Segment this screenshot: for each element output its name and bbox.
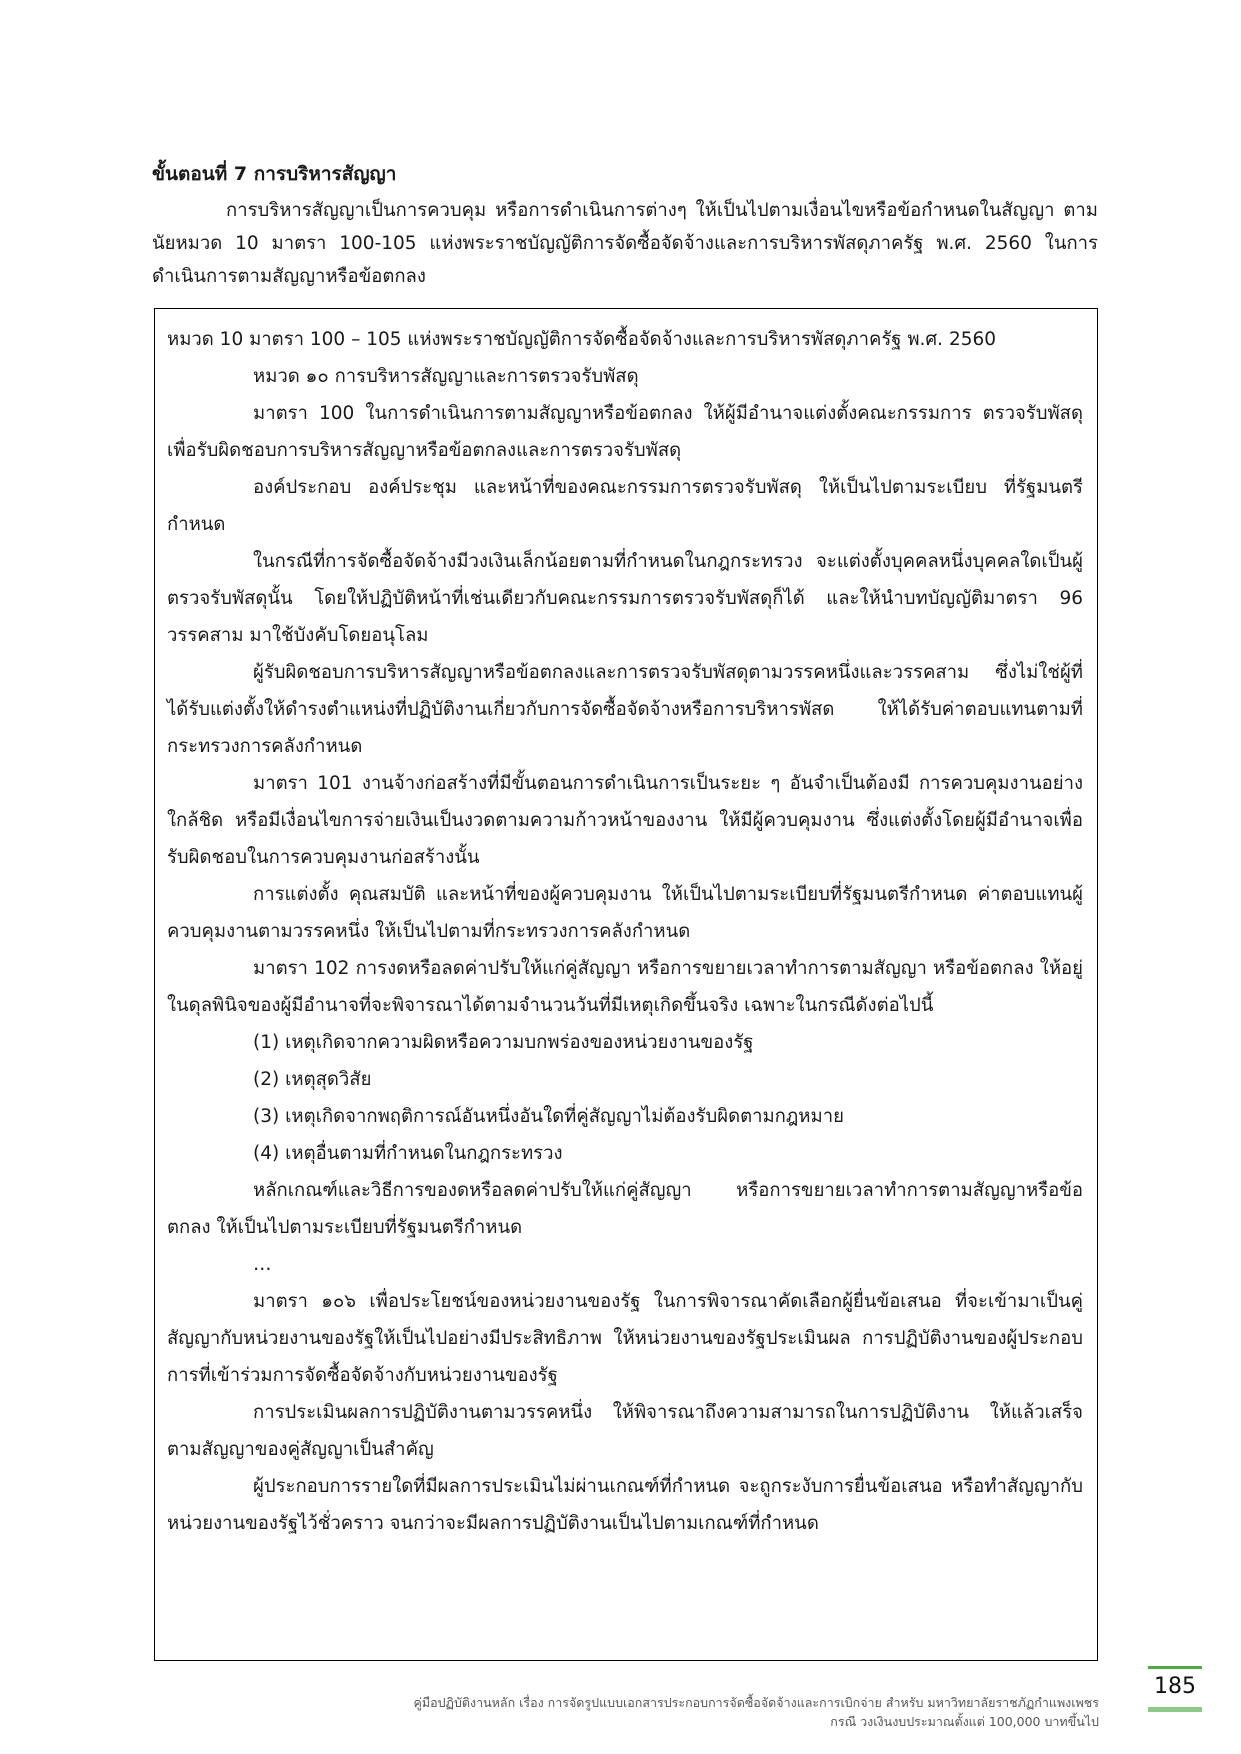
footer-line-1: คู่มือปฏิบัติงานหลัก เรื่อง การจัดรูปแบบเอกสารประกอบการจัดซื้อจัดจ้างและการเบิกจ่าย สำหรับ มหาวิทยาลัยราชภัฏกำแพงเพชร (413, 1695, 1099, 1710)
page-number-bottom-rule (1148, 1707, 1202, 1712)
law-paragraph: (2) เหตุสุดวิสัย (253, 1069, 372, 1090)
law-paragraph: หลักเกณฑ์และวิธีการของดหรือลดค่าปรับให้แก่คู่สัญญา หรือการขยายเวลาทำการตามสัญญาหรือข้อตกลง ให้เป็นไปตามระเบียบที่รัฐมนตรีกำหนด (167, 1180, 1083, 1238)
law-paragraph: … (253, 1254, 272, 1275)
law-paragraph: ผู้ประกอบการรายใดที่มีผลการประเมินไม่ผ่านเกณฑ์ที่กำหนด จะถูกระงับการยื่นข้อเสนอ หรือทำสัญญากับหน่วยงานของรัฐไว้ชั่วคราว จนกว่าจะมีผลการปฏิบัติงานเป็นไปตามเกณฑ์ที่กำหนด (167, 1476, 1083, 1534)
section-heading: ขั้นตอนที่ 7 การบริหารสัญญา (152, 163, 397, 185)
law-paragraph: มาตรา ๑๐๖ เพื่อประโยชน์ของหน่วยงานของรัฐ ในการพิจารณาคัดเลือกผู้ยื่นข้อเสนอ ที่จะเข้ามาเป็นคู่สัญญากับหน่วยงานของรัฐให้เป็นไปอย่างมีประสิทธิภาพ ให้หน่วยงานของรัฐประเมินผล การปฏิบัติงานของผู้ประกอบการที่เข้าร่วมการจัดซื้อจัดจ้างกับหน่วยงานของรัฐ (167, 1291, 1083, 1386)
law-paragraph: องค์ประกอบ องค์ประชุม และหน้าที่ของคณะกรรมการตรวจรับพัสดุ ให้เป็นไปตามระเบียบ ที่รัฐมนตรีกำหนด (167, 477, 1083, 535)
footer-caption (414, 1693, 1099, 1731)
law-paragraph: (4) เหตุอื่นตามที่กำหนดในกฎกระทรวง (253, 1143, 563, 1164)
law-paragraph: มาตรา 100 ในการดำเนินการตามสัญญาหรือข้อตกลง ให้ผู้มีอำนาจแต่งตั้งคณะกรรมการ ตรวจรับพัสดุเพื่อรับผิดชอบการบริหารสัญญาหรือข้อตกลงและการตรวจรับพัสดุ (167, 403, 1083, 461)
page-number-block (1148, 1666, 1202, 1712)
law-paragraph: หมวด ๑๐ การบริหารสัญญาและการตรวจรับพัสดุ (253, 366, 639, 387)
law-paragraph: มาตรา 102 การงดหรือลดค่าปรับให้แก่คู่สัญญา หรือการขยายเวลาทำการตามสัญญา หรือข้อตกลง ให้อยู่ในดุลพินิจของผู้มีอำนาจที่จะพิจารณาได้ตามจำนวนวันที่มีเหตุเกิดขึ้นจริง เฉพาะในกรณีดังต่อไปนี้ (167, 958, 1083, 1016)
law-paragraph: ในกรณีที่การจัดซื้อจัดจ้างมีวงเงินเล็กน้อยตามที่กำหนดในกฎกระทรวง จะแต่งตั้งบุคคลหนึ่งบุคคลใดเป็นผู้ตรวจรับพัสดุนั้น โดยให้ปฏิบัติหน้าที่เช่นเดียวกับคณะกรรมการตรวจรับพัสดุก็ได้ และให้นำบทบัญญัติมาตรา 96 วรรคสาม มาใช้บังคับโดยอนุโลม (167, 551, 1083, 646)
intro-paragraph: การบริหารสัญญาเป็นการควบคุม หรือการดำเนินการต่างๆ ให้เป็นไปตามเงื่อนไขหรือข้อกำหนดในสัญญา ตามนัยหมวด 10 มาตรา 100-105 แห่งพระราชบัญญัติการจัดซื้อจัดจ้างและการบริหารพัสดุภาครัฐ พ.ศ. 2560 ในการดำเนินการตามสัญญาหรือข้อตกลง (152, 200, 1098, 287)
law-paragraph: หมวด 10 มาตรา 100 – 105 แห่งพระราชบัญญัติการจัดซื้อจัดจ้างและการบริหารพัสดุภาครัฐ พ.ศ. 2560 (167, 329, 997, 350)
footer-line-2: กรณี วงเงินงบประมาณตั้งแต่ 100,000 บาทขึ้นไป (830, 1714, 1099, 1729)
law-paragraph: ผู้รับผิดชอบการบริหารสัญญาหรือข้อตกลงและการตรวจรับพัสดุตามวรรคหนึ่งและวรรคสาม ซึ่งไม่ใช่ผู้ที่ได้รับแต่งตั้งให้ดำรงตำแหน่งที่ปฏิบัติงานเกี่ยวกับการจัดซื้อจัดจ้างหรือการบริหารพัสด ให้ได้รับค่าตอบแทนตามที่กระทรวงการคลังกำหนด (167, 662, 1083, 757)
law-paragraph: (3) เหตุเกิดจากพฤติการณ์อันหนึ่งอันใดที่คู่สัญญาไม่ต้องรับผิดตามกฎหมาย (253, 1106, 844, 1127)
law-paragraph: การแต่งตั้ง คุณสมบัติ และหน้าที่ของผู้ควบคุมงาน ให้เป็นไปตามระเบียบที่รัฐมนตรีกำหนด ค่าตอบแทนผู้ควบคุมงานตามวรรคหนึ่ง ให้เป็นไปตามที่กระทรวงการคลังกำหนด (167, 884, 1083, 942)
law-paragraph: การประเมินผลการปฏิบัติงานตามวรรคหนึ่ง ให้พิจารณาถึงความสามารถในการปฏิบัติงาน ให้แล้วเสร็จตามสัญญาของคู่สัญญาเป็นสำคัญ (167, 1402, 1083, 1460)
law-paragraph: มาตรา 101 งานจ้างก่อสร้างที่มีขั้นตอนการดำเนินการเป็นระยะ ๆ อันจำเป็นต้องมี การควบคุมงานอย่างใกล้ชิด หรือมีเงื่อนไขการจ่ายเงินเป็นงวดตามความก้าวหน้าของงาน ให้มีผู้ควบคุมงาน ซึ่งแต่งตั้งโดยผู้มีอำนาจเพื่อรับผิดชอบในการควบคุมงานก่อสร้างนั้น (167, 773, 1083, 868)
law-excerpt-content (167, 321, 1083, 1542)
intro-text (152, 194, 1098, 293)
page-number: 185 (1154, 1674, 1196, 1699)
law-excerpt-box (154, 308, 1098, 1661)
law-paragraph: (1) เหตุเกิดจากความผิดหรือความบกพร่องของหน่วยงานของรัฐ (253, 1032, 754, 1053)
